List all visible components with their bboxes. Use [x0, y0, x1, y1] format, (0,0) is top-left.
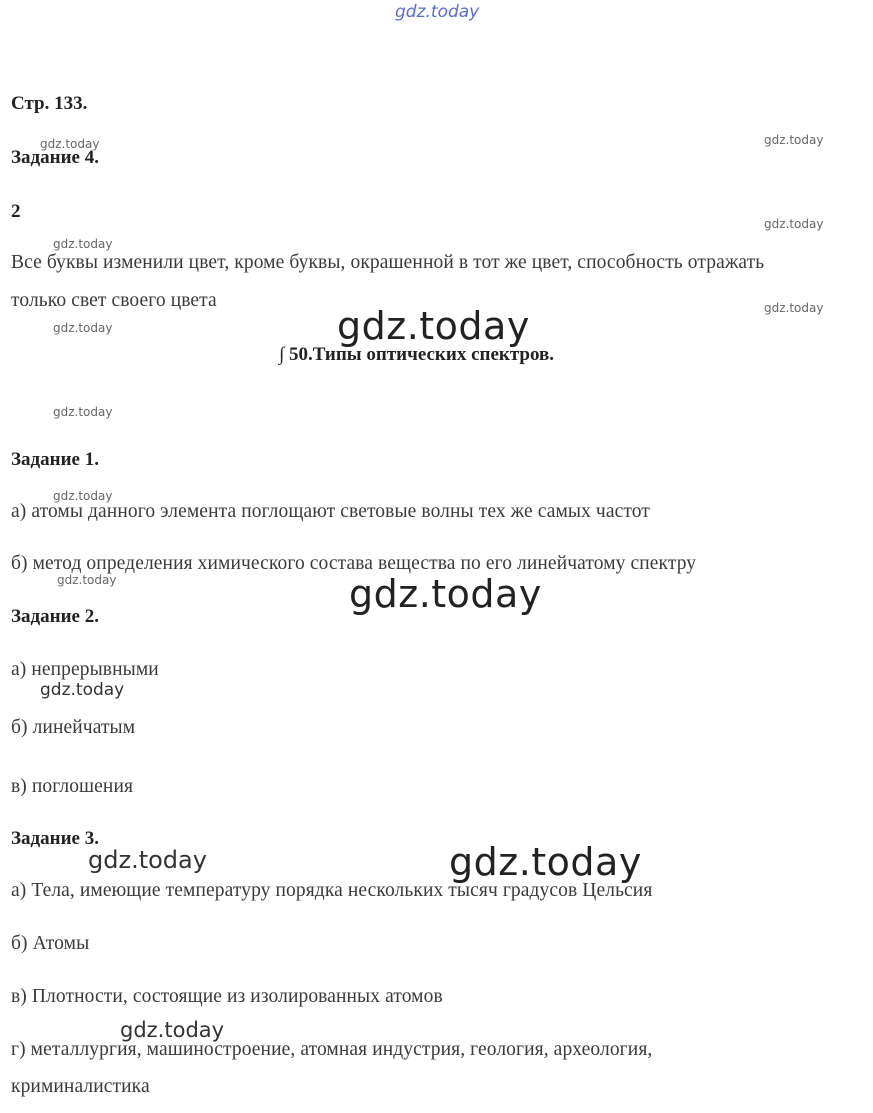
watermark: gdz.today	[349, 572, 542, 616]
task3-answer-b: б) Атомы	[11, 933, 90, 954]
task3-answer-c: в) Плотности, состоящие из изолированных атомов	[11, 986, 443, 1007]
task2-answer-a: а) непрерывными	[11, 659, 159, 680]
task4-title: Задание 4.	[11, 147, 99, 168]
watermark: gdz.today	[53, 321, 113, 335]
watermark: gdz.today	[337, 304, 530, 348]
task3-answer-d-line1: г) металлургия, машиностроение, атомная индустрия, геология, археология,	[11, 1039, 653, 1060]
watermark: gdz.today	[57, 573, 117, 587]
watermark: gdz.today	[88, 846, 207, 874]
watermark: gdz.today	[764, 133, 824, 147]
watermark: gdz.today	[53, 489, 113, 503]
watermark: gdz.today	[53, 405, 113, 419]
task4-text-line1: Все буквы изменили цвет, кроме буквы, окрашенной в тот же цвет, способность отражать	[11, 252, 765, 273]
task4-answer: 2	[11, 201, 21, 222]
task1-answer-b: б) метод определения химического состава вещества по его линейчатому спектру	[11, 553, 697, 574]
task3-title: Задание 3.	[11, 828, 99, 849]
watermark: gdz.today	[764, 301, 824, 315]
watermark: gdz.today	[120, 1018, 225, 1042]
task3-answer-a: а) Тела, имеющие температуру порядка нескольких тысяч градусов Цельсия	[11, 880, 653, 901]
task1-title: Задание 1.	[11, 449, 99, 470]
task1-answer-a: а) атомы данного элемента поглощают световые волны тех же самых частот	[11, 501, 650, 522]
watermark: gdz.today	[449, 840, 642, 884]
section-title: ∫ 50.Типы оптических спектров.	[279, 344, 554, 365]
watermark: gdz.today	[53, 237, 113, 251]
watermark: gdz.today	[40, 680, 125, 700]
watermark: gdz.today	[40, 137, 100, 151]
watermark: gdz.today	[395, 2, 480, 22]
task3-answer-d-line2: криминалистика	[11, 1076, 150, 1097]
page-number: Стр. 133.	[11, 93, 88, 114]
task4-text-line2: только свет своего цвета	[11, 290, 217, 311]
task2-answer-b: б) линейчатым	[11, 717, 136, 738]
watermark: gdz.today	[764, 217, 824, 231]
task2-answer-c: в) поглошения	[11, 776, 134, 797]
task2-title: Задание 2.	[11, 606, 99, 627]
